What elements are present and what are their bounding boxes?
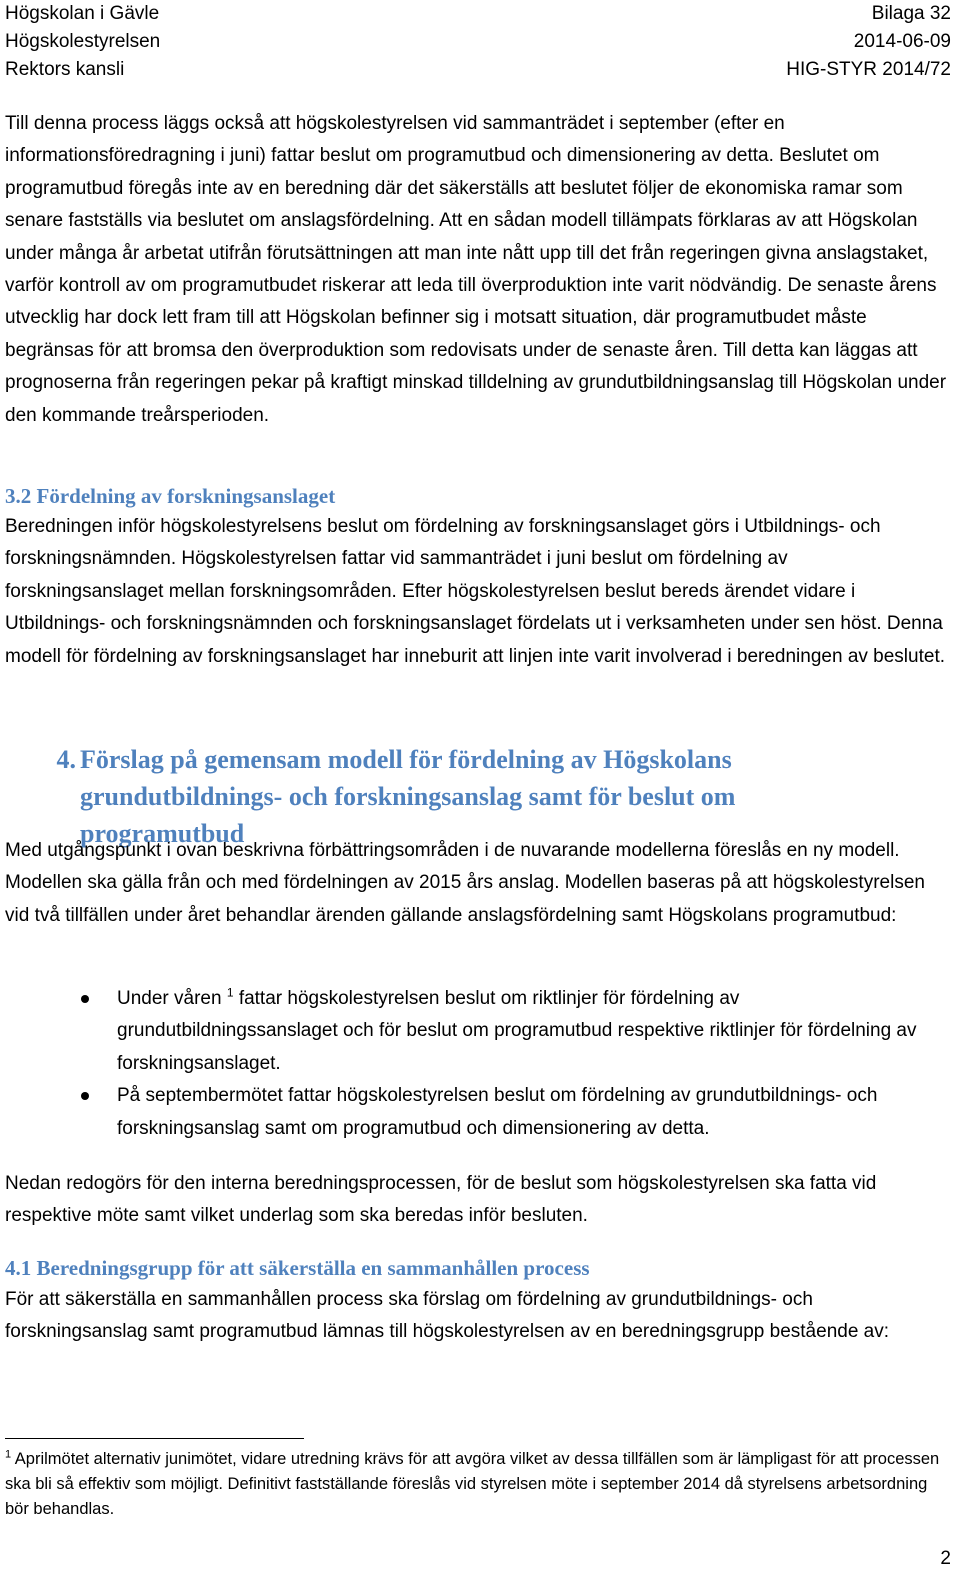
- bullet-icon: [81, 1092, 89, 1100]
- section-4-1-paragraph: För att säkerställa en sammanhållen process ska förslag om fördelning av grundutbildnings- och forskningsanslag samt programutbud lämnas till högskolestyrelsen av en beredningsgrupp bestående av:: [5, 1289, 890, 1343]
- header-office: Rektors kansli: [5, 59, 125, 80]
- header-board: Högskolestyrelsen: [5, 31, 161, 52]
- footnote: [5, 1447, 951, 1522]
- section-4-closing-paragraph: Nedan redogörs för den interna beredningsprocessen, för de beslut som högskolestyrelsen ska fatta vid respektive möte samt vilket underlag som ska beredas inför besluten.: [5, 1173, 877, 1227]
- list-item-text-end: fattar högskolestyrelsen beslut om riktlinjer för fördelning av grundutbildningssanslaget och för beslut om programutbud respektive riktlinjer för fördelning av forskningsanslaget.: [117, 988, 917, 1074]
- bullet-icon: [81, 995, 89, 1003]
- intro-paragraph: Till denna process läggs också att högskolestyrelsen vid sammanträdet i september (efter en informationsföredragning i juni) fattar beslut om programutbud och dimensionering av detta. Beslutet om programutbud föregås inte av en beredning där det säkerställs att beslutet följer de ekonomiska ramar som senare fastställs via beslutet om anslagsfördelning. Att en sådan modell tillämpats förklaras av att Högskolan under många år arbetat utifrån förutsättningen att man inte nått upp till det från regeringen givna anslagstaket, varför kontroll av om programutbudet riskerar att leda till överproduktion inte varit nödvändig. De senaste årens utvecklig har dock lett fram till att Högskolan befinner sig i motsatt situation, där programutbudet måste begränsas för att bromsa den överproduktion som redovisats under de senaste åren. Till detta kan läggas att prognoserna från regeringen pekar på kraftigt minskad tilldelning av grundutbildningsanslag till Högskolan under den kommande treårsperioden.: [5, 113, 947, 426]
- section-4-title: Förslag på gemensam modell för fördelning av Högskolans grundutbildnings- och forskningsanslag samt för beslut om programutbud: [80, 745, 736, 849]
- section-4-1-heading: 4.1 Beredningsgrupp för att säkerställa en sammanhållen process: [5, 1256, 590, 1280]
- footnote-marker: 1: [5, 1448, 12, 1461]
- section-3-2-paragraph: Beredningen inför högskolestyrelsens beslut om fördelning av forskningsanslaget görs i Utbildnings- och forskningsnämnden. Högskolestyrelsen fattar vid sammanträdet i juni beslut om fördelning av forskningsanslaget mellan forskningsområden. Efter högskolestyrelsen beslut bereds ärendet vidare i Utbildnings- och forskningsnämnden och forskningsanslaget fördelats ut i verksamheten under sen höst. Denna modell för fördelning av forskningsanslaget har inneburit att linjen inte varit involverad i beredningen av beslutet.: [5, 516, 945, 667]
- list-item: [5, 983, 951, 1080]
- section-3-2-heading: 3.2 Fördelning av forskningsanslaget: [5, 484, 336, 508]
- header-date: 2014-06-09: [853, 31, 951, 52]
- footnote-reference[interactable]: 1: [226, 985, 234, 1000]
- bullet-list: [5, 983, 951, 1145]
- header-org: Högskolan i Gävle: [5, 3, 160, 24]
- footnote-divider: [5, 1438, 304, 1439]
- section-4-number: 4.: [56, 745, 76, 775]
- header-attachment: Bilaga 32: [871, 3, 951, 24]
- list-item: [5, 1080, 951, 1145]
- section-4-paragraph: Med utgångspunkt i ovan beskrivna förbättringsområden i de nuvarande modellerna föreslås en ny modell. Modellen ska gälla från och med fördelningen av 2015 års anslag. Modellen baseras på att högskolestyrelsen vid två tillfällen under året behandlar ärenden gällande anslagsfördelning samt Högskolans programutbud:: [5, 840, 925, 926]
- document-page: [5, 0, 951, 1591]
- page-header: [5, 0, 951, 84]
- footnote-text: Aprilmötet alternativ junimötet, vidare utredning krävs för att avgöra vilket av dessa tillfällen som är lämpligast för att processen ska bli så effektiv som möjligt. Definitivt fastställande föreslås vid styrelsen möte i september 2014 då styrelsens arbetsordning bör behandlas.: [5, 1450, 940, 1518]
- list-item-text: På septembermötet fattar högskolestyrelsen beslut om fördelning av grundutbildnings- och forskningsanslag samt om programutbud och dimensionering av detta.: [117, 1085, 878, 1139]
- header-reference: HIG-STYR 2014/72: [786, 59, 951, 80]
- page-number: 2: [940, 1548, 951, 1569]
- list-item-text-start: Under våren: [117, 988, 222, 1009]
